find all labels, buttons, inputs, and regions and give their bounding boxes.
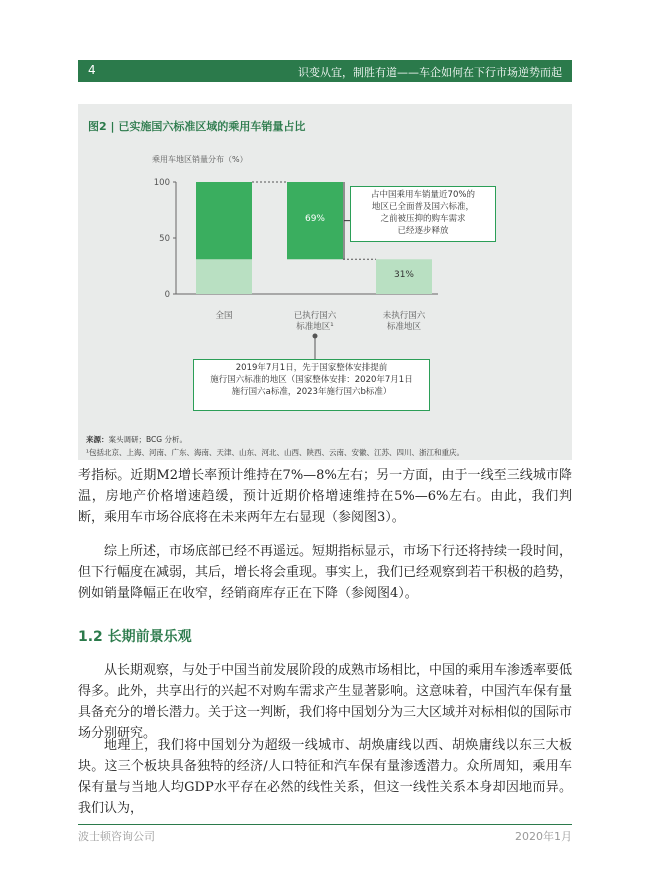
callout-right xyxy=(350,186,496,242)
callout-right-line: 之前被压抑的购车需求 xyxy=(380,214,466,224)
footer-publisher: 波士顿咨询公司 xyxy=(78,830,155,843)
x-category-label: 标准地区¹ xyxy=(296,322,334,332)
paragraph-2: 综上所述，市场底部已经不再遥远。短期指标显示，市场下行还将持续一段时间，但下行幅度在减弱，其后，增长将会重现。事实上，我们已经观察到若干积极的趋势，例如销量降幅正在收窄，经销商库存正在下降（参阅图4）。 xyxy=(78,544,573,601)
callout-bottom-line: 2019年7月1日，先于国家整体安排提前 xyxy=(235,363,388,373)
data-label: 31% xyxy=(393,270,415,281)
source-label: 来源： xyxy=(86,435,109,444)
callout-right-line: 占中国乘用车销量近70%的 xyxy=(371,190,475,200)
data-label: 69% xyxy=(304,214,326,225)
footer-rule xyxy=(78,824,572,825)
figure-title: 图2 | 已实施国六标准区域的乘用车销量占比 xyxy=(88,120,306,133)
footer-date: 2020年1月 xyxy=(515,830,572,843)
figure-source xyxy=(86,434,566,458)
callout-right-line: 地区已全面普及国六标准， xyxy=(371,202,474,212)
callout-bottom-line: 施行国六标准的地区（国家整体安排：2020年7月1日 xyxy=(210,375,413,385)
source-text: 案头调研；BCG 分析。 xyxy=(108,435,187,444)
paragraph-1: 考指标。近期M2增长率预计维持在7%—8%左右；另一方面，由于一线至三线城市降温，房地产价格增速趋缓，预计近期价格增速维持在5%—6%左右。由此，我们判断，乘用车市场谷底将在未来两年左右显现（参阅图3）。 xyxy=(78,468,572,525)
x-category-label: 标准地区 xyxy=(386,322,422,332)
bar-national-dark xyxy=(196,182,252,259)
x-category-label: 全国 xyxy=(215,311,233,321)
y-axis-label: 乘用车地区销量分布（%） xyxy=(152,155,248,164)
figure-footnote: ¹包括北京、上海、河南、广东、海南、天津、山东、河北、山西、陕西、云南、安徽、江苏、四川、浙江和重庆。 xyxy=(86,448,465,457)
callout-bottom-line: 施行国六a标准，2023年施行国六b标准） xyxy=(231,387,392,397)
y-tick-label: 0 xyxy=(164,290,170,300)
callout-right-line: 已经逐步释放 xyxy=(397,226,449,236)
figure-2 xyxy=(78,104,572,460)
x-category-label: 已执行国六 xyxy=(293,311,337,321)
page-number: 4 xyxy=(88,63,96,77)
callout-bottom xyxy=(193,359,430,411)
paragraph-3: 从长期观察，与处于中国当前发展阶段的成熟市场相比，中国的乘用车渗透率要低得多。此外，共享出行的兴起不对购车需求产生显著影响。这意味着，中国汽车保有量具备充分的增长潜力。关于这一判断，我们将中国划分为三大区域并对标相似的国际市场分别研究。 xyxy=(78,663,573,741)
running-title: 识变从宜，制胜有道——车企如何在下行市场逆势而起 xyxy=(298,66,562,79)
callout-pointer-dot xyxy=(313,334,318,339)
y-tick-label: 50 xyxy=(159,234,170,244)
x-category-label: 未执行国六 xyxy=(382,311,426,321)
paragraph-4: 地理上，我们将中国划分为超级一线城市、胡焕庸线以西、胡焕庸线以东三大板块。这三个板块具备独特的经济/人口特征和汽车保有量渗透潜力。众所周知，乘用车保有量与当地人均GDP水平存在必然的线性关系，但这一线性关系本身却因地而异。我们认为， xyxy=(78,738,572,816)
running-header xyxy=(78,60,572,82)
y-tick-label: 100 xyxy=(153,178,170,188)
section-title: 1.2 长期前景乐观 xyxy=(78,629,192,645)
bar-national-light xyxy=(196,259,252,294)
